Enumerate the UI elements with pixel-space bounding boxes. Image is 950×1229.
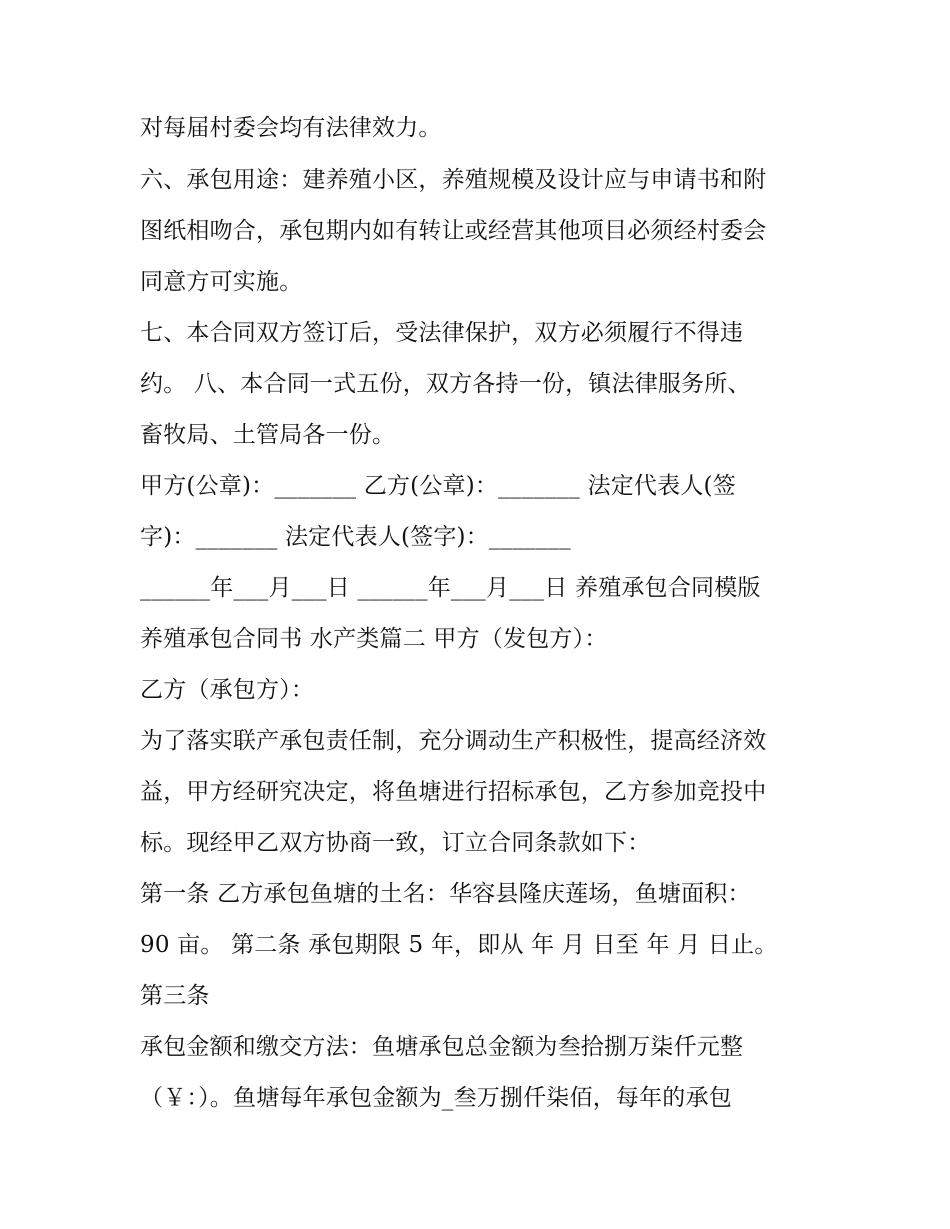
text-line: 第一条 乙方承包鱼塘的土名：华容县隆庆莲场，鱼塘面积： [140, 881, 751, 907]
text-line: （￥：）。鱼塘每年承包金额为_叁万捌仟柒佰，每年的承包 [140, 1085, 732, 1111]
text-line: 承包金额和缴交方法：鱼塘承包总金额为叁拾捌万柒仟元整 [140, 1034, 744, 1060]
text-line: 第三条 [140, 983, 210, 1009]
text-line: 标。现经甲乙双方协商一致，订立合同条款如下： [140, 830, 651, 856]
text-line: 六、承包用途：建养殖小区，养殖规模及设计应与申请书和附 [140, 167, 767, 193]
date-line: ______年___月___日 ______年___月___日 养殖承包合同模版 [140, 575, 761, 601]
text-line: 益，甲方经研究决定，将鱼塘进行招标承包，乙方参加竞投中 [140, 779, 767, 805]
signature-line: 甲方(公章)：_______ 乙方(公章)：_______ 法定代表人(签 [140, 473, 736, 499]
text-line: 90 亩。 第二条 承包期限 5 年，即从 年 月 日至 年 月 日止。 [140, 932, 778, 958]
text-line: 同意方可实施。 [140, 269, 303, 295]
text-line: 为了落实联产承包责任制，充分调动生产积极性，提高经济效 [140, 728, 767, 754]
text-line: 对每届村委会均有法律效力。 [140, 115, 442, 141]
text-line: 乙方（承包方）： [140, 677, 315, 703]
section-title: 养殖承包合同书 水产类篇二 甲方（发包方）： [140, 626, 608, 652]
text-line: 七、本合同双方签订后，受法律保护，双方必须履行不得违 [140, 320, 744, 346]
signature-line: 字)：_______ 法定代表人(签字)：_______ [140, 524, 571, 550]
text-line: 畜牧局、土管局各一份。 [140, 422, 396, 448]
text-line: 约。 八、本合同一式五份，双方各持一份，镇法律服务所、 [140, 371, 751, 397]
text-line: 图纸相吻合，承包期内如有转让或经营其他项目必须经村委会 [140, 218, 767, 244]
